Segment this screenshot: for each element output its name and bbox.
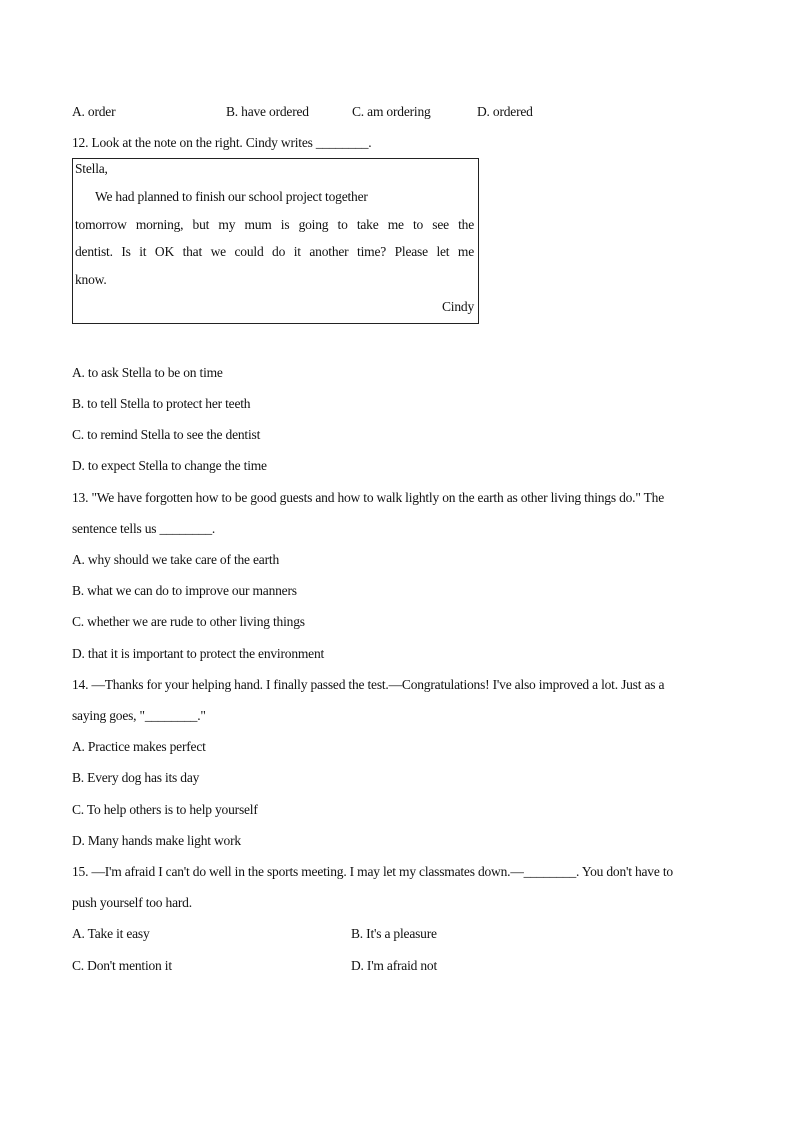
q14-stem-line-1: 14. —Thanks for your helping hand. I finally passed the test.—Congratulations! I've also improved a lot. Just as a: [72, 677, 665, 692]
q15-option-c: C. Don't mention it: [72, 958, 172, 973]
q15-option-a: A. Take it easy: [72, 926, 150, 941]
q14-stem-line-2: saying goes, "________.": [72, 708, 206, 723]
q12-option-d: D. to expect Stella to change the time: [72, 458, 267, 473]
q13-option-d: D. that it is important to protect the environment: [72, 646, 325, 661]
note-line-2: tomorrow morning, but my mum is going to take me to see the: [75, 217, 474, 232]
q15-option-b: B. It's a pleasure: [351, 926, 437, 941]
note-line-3: dentist. Is it OK that we could do it another time? Please let me: [75, 244, 474, 259]
q15-stem-line-1: 15. —I'm afraid I can't do well in the sports meeting. I may let my classmates down.—________. You don't have to: [72, 864, 673, 879]
q12-stem: 12. Look at the note on the right. Cindy writes ________.: [72, 135, 372, 150]
q14-option-a: A. Practice makes perfect: [72, 739, 206, 754]
note-signature: Cindy: [441, 299, 474, 314]
q13-option-c: C. whether we are rude to other living things: [72, 614, 305, 629]
q11-option-a: A. order: [72, 104, 116, 119]
q13-stem-line-1: 13. "We have forgotten how to be good guests and how to walk lightly on the earth as other living things do." The: [72, 490, 664, 505]
note-line-1: We had planned to finish our school project together: [95, 189, 368, 204]
q14-option-c: C. To help others is to help yourself: [72, 802, 258, 817]
q15-option-d: D. I'm afraid not: [351, 958, 438, 973]
q14-option-d: D. Many hands make light work: [72, 833, 241, 848]
q12-option-a: A. to ask Stella to be on time: [72, 365, 223, 380]
q13-stem-line-2: sentence tells us ________.: [72, 521, 216, 536]
q11-option-c: C. am ordering: [352, 104, 431, 119]
q13-option-b: B. what we can do to improve our manners: [72, 583, 297, 598]
q14-option-b: B. Every dog has its day: [72, 770, 200, 785]
q11-option-b: B. have ordered: [226, 104, 309, 119]
note-line-4: know.: [75, 272, 107, 287]
q12-option-c: C. to remind Stella to see the dentist: [72, 427, 261, 442]
q15-stem-line-2: push yourself too hard.: [72, 895, 192, 910]
note-greeting: Stella,: [75, 161, 108, 176]
q13-option-a: A. why should we take care of the earth: [72, 552, 279, 567]
q12-option-b: B. to tell Stella to protect her teeth: [72, 396, 251, 411]
q11-option-d: D. ordered: [477, 104, 533, 119]
note-box: [72, 158, 479, 324]
